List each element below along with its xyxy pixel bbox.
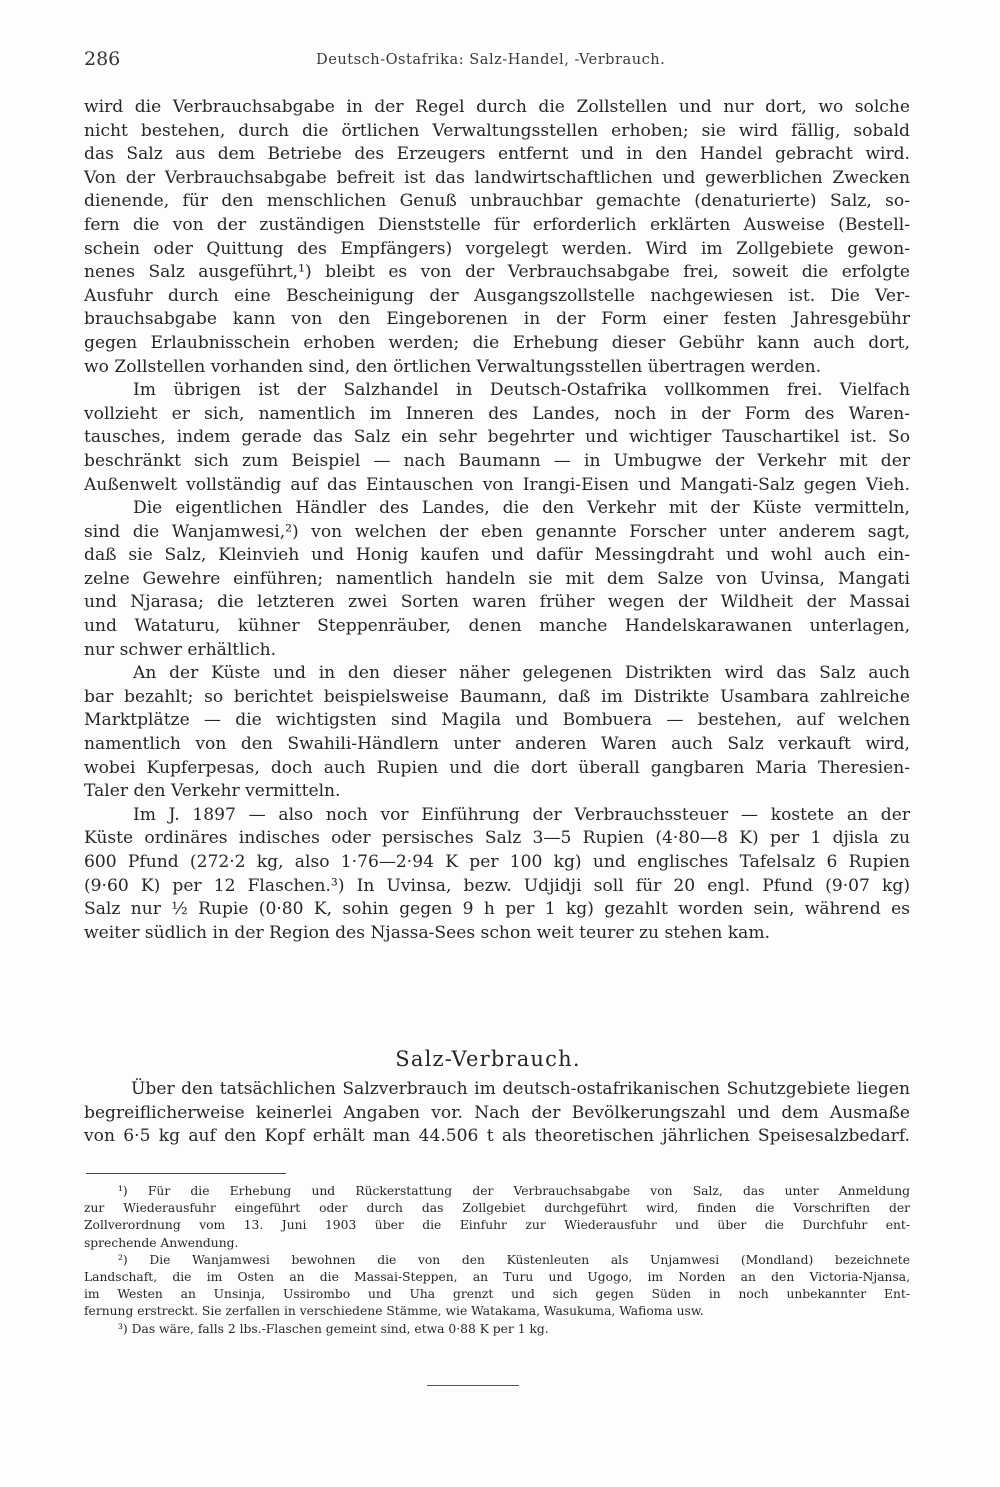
footnote-line: ¹) Für die Erhebung und Rückerstattung der Verbrauchsabgabe von Salz, das unter Anmeldung (118, 1184, 910, 1198)
text-line: und Njarasa; die letzteren zwei Sorten waren früher wegen der Wildheit der Massai (84, 592, 910, 613)
page-number: 286 (84, 48, 121, 70)
text-line: weiter südlich in der Region des Njassa-Sees schon weit teurer zu stehen kam. (84, 922, 771, 943)
text-line: dienende, für den menschlichen Genuß unbrauchbar gemachte (denaturierte) Salz, so- (84, 191, 910, 212)
footnote-line: sprechende Anwendung. (84, 1235, 239, 1250)
text-line: An der Küste und in den dieser näher gelegenen Distrikten wird das Salz auch (133, 663, 910, 684)
text-line: sind die Wanjamwesi,²) von welchen der eben genannte Forscher unter anderem sagt, (84, 521, 910, 542)
footnote-line: ³) Das wäre, falls 2 lbs.-Flaschen gemeint sind, etwa 0·88 K per 1 kg. (118, 1321, 549, 1336)
text-line: Über den tatsächlichen Salzverbrauch im deutsch-ostafrikanischen Schutzgebiete liegen (131, 1079, 910, 1099)
end-rule (427, 1385, 519, 1386)
footnote-line: Zollverordnung vom 13. Juni 1903 über die Einfuhr zur Wiederausfuhr und über die Durchfuhr ent- (84, 1218, 910, 1233)
footnote-line: zur Wiederausfuhr eingeführt oder durch das Zollgebiet durchgeführt wird, finden die Vorschriften der (84, 1201, 910, 1216)
text-line: und Wataturu, kühner Steppenräuber, denen manche Handelskarawanen unterlagen, (84, 616, 910, 637)
text-line: vollzieht er sich, namentlich im Inneren des Landes, noch in der Form des Waren- (84, 403, 910, 424)
text-line: fern die von der zuständigen Dienststelle für erforderlich erklärten Ausweise (Bestell- (84, 214, 910, 235)
text-line: Die eigentlichen Händler des Landes, die den Verkehr mit der Küste vermitteln, (133, 498, 910, 519)
section-text (84, 1078, 910, 1149)
footnote-line: Landschaft, die im Osten an die Massai-Steppen, an Turu und Ugogo, im Norden an den Victoria-Njansa, (84, 1269, 910, 1284)
text-line: nenes Salz ausgeführt,¹) bleibt es von der Verbrauchsabgabe frei, soweit die erfolgte (84, 262, 910, 283)
text-line: Salz nur ½ Rupie (0·80 K, sohin gegen 9 h per 1 kg) gezahlt worden sein, während es (84, 899, 910, 920)
running-head: Deutsch-Ostafrika: Salz-Handel, -Verbrauch. (316, 51, 666, 68)
footnote-line: fernung erstreckt. Sie zerfallen in verschiedene Stämme, wie Watakama, Wasukuma, Wafioma usw. (84, 1304, 704, 1319)
page-header (84, 48, 910, 72)
text-line: tausches, indem gerade das Salz ein sehr begehrter und wichtiger Tauschartikel ist. So (84, 427, 910, 448)
body-text (84, 96, 910, 945)
text-line: nur schwer erhältlich. (84, 639, 277, 660)
text-line: gegen Erlaubnisschein erhoben werden; die Erhebung dieser Gebühr kann auch dort, (84, 332, 910, 353)
text-line: begreiflicherweise keinerlei Angaben vor. Nach der Bevölkerungszahl und dem Ausmaße (84, 1102, 910, 1123)
text-line: Außenwelt vollständig auf das Eintauschen von Irangi-Eisen und Mangati-Salz gegen Vieh. (84, 474, 910, 495)
text-line: Taler den Verkehr vermitteln. (84, 781, 341, 802)
text-line: namentlich von den Swahili-Händlern unter anderen Waren auch Salz verkauft wird, (84, 734, 910, 755)
section-heading-text: Salz-Verbrauch. (395, 1047, 581, 1071)
text-line: daß sie Salz, Kleinvieh und Honig kaufen und dafür Messingdraht und wohl auch ein- (84, 545, 910, 566)
footnote-line: im Westen an Unsinja, Ussirombo und Uha grenzt und sich gegen Süden in noch unbekannter Ent- (84, 1287, 910, 1302)
footnotes (84, 1183, 910, 1338)
text-line: bar bezahlt; so berichtet beispielsweise Baumann, daß im Distrikte Usambara zahlreiche (84, 686, 910, 707)
text-line: zelne Gewehre einführen; namentlich handeln sie mit dem Salze von Uvinsa, Mangati (84, 568, 910, 589)
text-line: Ausfuhr durch eine Bescheinigung der Ausgangszollstelle nachgewiesen ist. Die Ver- (84, 285, 910, 306)
text-line: Im übrigen ist der Salzhandel in Deutsch-Ostafrika vollkommen frei. Vielfach (133, 380, 910, 401)
text-line: schein oder Quittung des Empfängers) vorgelegt werden. Wird im Zollgebiete gewon- (84, 238, 910, 259)
text-line: Von der Verbrauchsabgabe befreit ist das landwirtschaftlichen und gewerblichen Zwecken (84, 167, 910, 188)
footnote-line: ²) Die Wanjamwesi bewohnen die von den Küstenleuten als Unjamwesi (Mondland) bezeichnete (118, 1252, 910, 1267)
text-line: wobei Kupferpesas, doch auch Rupien und die dort überall gangbaren Maria Theresien- (84, 757, 910, 778)
text-line: beschränkt sich zum Beispiel — nach Baumann — in Umbugwe der Verkehr mit der (84, 450, 910, 471)
text-line: wo Zollstellen vorhanden sind, den örtlichen Verwaltungsstellen übertragen werden. (84, 356, 822, 377)
footnote-separator (86, 1173, 286, 1174)
text-line: brauchsabgabe kann von den Eingeborenen in der Form einer festen Jahresgebühr (84, 309, 910, 330)
text-line: (9·60 K) per 12 Flaschen.³) In Uvinsa, bezw. Udjidji soll für 20 engl. Pfund (9·07 kg) (84, 875, 910, 896)
text-line: von 6·5 kg auf den Kopf erhält man 44.506 t als theoretischen jährlichen Speisesalzbedarf. (84, 1126, 910, 1147)
text-line: Im J. 1897 — also noch vor Einführung der Verbrauchssteuer — kostete an der (133, 804, 910, 825)
section-heading (0, 1046, 1000, 1072)
text-line: das Salz aus dem Betriebe des Erzeugers entfernt und in den Handel gebracht wird. (84, 144, 910, 165)
text-line: 600 Pfund (272·2 kg, also 1·76—2·94 K per 100 kg) und englisches Tafelsalz 6 Rupien (84, 852, 910, 872)
text-line: Marktplätze — die wichtigsten sind Magila und Bombuera — bestehen, auf welchen (84, 710, 910, 731)
text-line: nicht bestehen, durch die örtlichen Verwaltungsstellen erhoben; sie wird fällig, sobald (84, 120, 910, 141)
text-line: wird die Verbrauchsabgabe in der Regel durch die Zollstellen und nur dort, wo solche (84, 97, 910, 117)
text-line: Küste ordinäres indisches oder persisches Salz 3—5 Rupien (4·80—8 K) per 1 djisla zu (84, 828, 910, 849)
